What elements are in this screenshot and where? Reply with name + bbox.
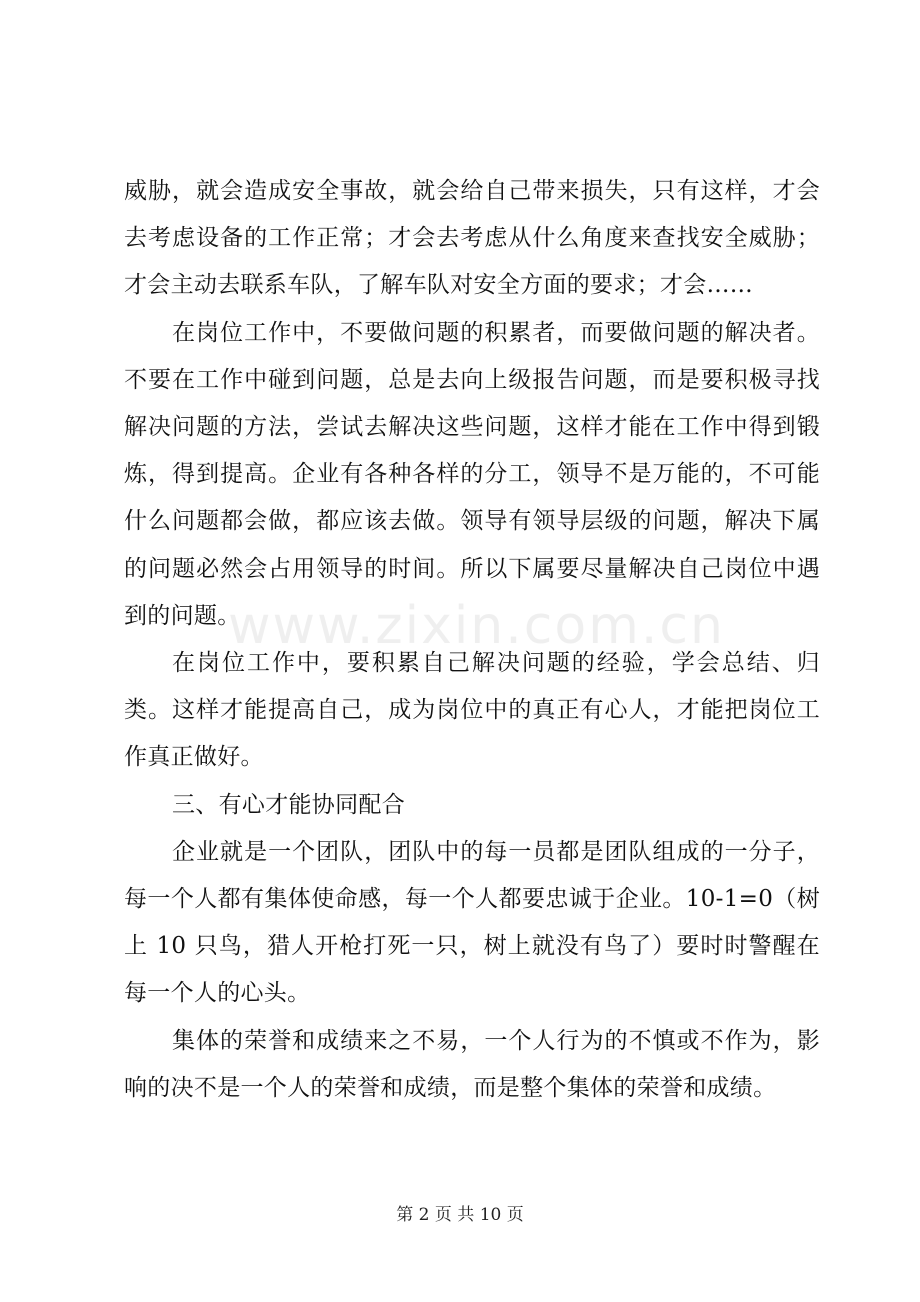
section-heading: 三、有心才能协同配合 [172,791,405,818]
paragraph-team: 企业就是一个团队，团队中的每一员都是团队组成的一分子，每一个人都有集体使命感，每一个人都要忠诚于企业。10-1=0（树上 10 只鸟，猎人开枪打死一只，树上就没有鸟了）要时时警醒在每一个人的心头。 [124,838,820,1007]
paragraph-continuation: 威胁，就会造成安全事故，就会给自己带来损失，只有这样，才会去考虑设备的工作正常；才会去考虑从什么角度来查找安全威胁；才会主动去联系车队，了解车队对安全方面的要求；才会…… [124,178,820,299]
watermark: www.zixin.com.cn [228,596,725,656]
page-footer: 第 2 页 共 10 页 [396,1205,524,1225]
paragraph-experience: 在岗位工作中，要积累自己解决问题的经验，学会总结、归类。这样才能提高自己，成为岗位中的真正有心人，才能把岗位工作真正做好。 [124,650,820,771]
paragraph-problem-solver: 在岗位工作中，不要做问题的积累者，而要做问题的解决者。不要在工作中碰到问题，总是去向上级报告问题，而是要积极寻找解决问题的方法，尝试去解决这些问题，这样才能在工作中得到锻炼，得到提高。企业有各种各样的分工，领导不是万能的，不可能什么问题都会做，都应该去做。领导有领导层级的问题，解决下属的问题必然会占用领导的时间。所以下属要尽量解决自己岗位中遇到的问题。 [124,319,820,629]
paragraph-collective-honor: 集体的荣誉和成绩来之不易，一个人行为的不慎或不作为，影响的决不是一个人的荣誉和成绩，而是整个集体的荣誉和成绩。 [124,1027,820,1101]
document-body [124,168,820,1112]
